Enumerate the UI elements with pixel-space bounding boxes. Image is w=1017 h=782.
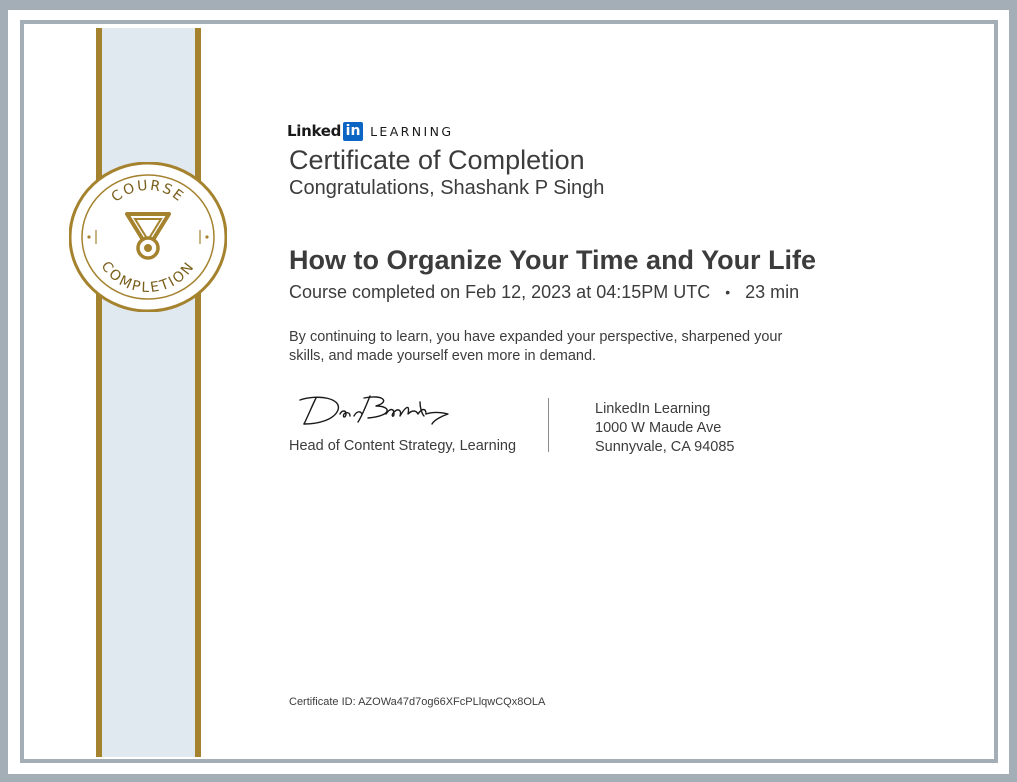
address-line-3: Sunnyvale, CA 94085 <box>595 439 735 455</box>
seal-bottom-text: COMPLETION <box>97 258 199 297</box>
certificate-title: Certificate of Completion <box>289 145 585 175</box>
certificate-body-text: By continuing to learn, you have expanded your perspective, sharpened your skills, and made yourself even more in demand. <box>289 329 783 364</box>
issuer-address <box>595 400 734 457</box>
brand-learning-text: LEARNING <box>370 123 454 139</box>
course-title: How to Organize Your Time and Your Life <box>289 245 817 275</box>
brand-linked-text: Linked <box>287 122 342 140</box>
completion-info <box>289 282 799 303</box>
completion-date-text: Course completed on Feb 12, 2023 at 04:15PM UTC <box>289 282 711 302</box>
ribbon-band <box>96 28 201 757</box>
linkedin-learning-logo <box>287 120 453 142</box>
course-completion-seal <box>69 162 227 312</box>
seal-top-text: COURSE <box>108 177 188 206</box>
vertical-divider <box>548 398 549 452</box>
linkedin-in-icon: in <box>343 122 363 141</box>
address-line-1: LinkedIn Learning <box>595 401 711 417</box>
separator-dot: • <box>725 284 731 300</box>
congratulations-text: Congratulations, Shashank P Singh <box>289 177 605 199</box>
course-duration: 23 min <box>745 282 800 302</box>
address-line-2: 1000 W Maude Ave <box>595 420 722 436</box>
certificate-id: Certificate ID: AZOWa47d7og66XFcPLlqwCQx8OLA <box>289 696 546 708</box>
signature-image <box>298 392 458 428</box>
signer-title: Head of Content Strategy, Learning <box>289 438 517 454</box>
